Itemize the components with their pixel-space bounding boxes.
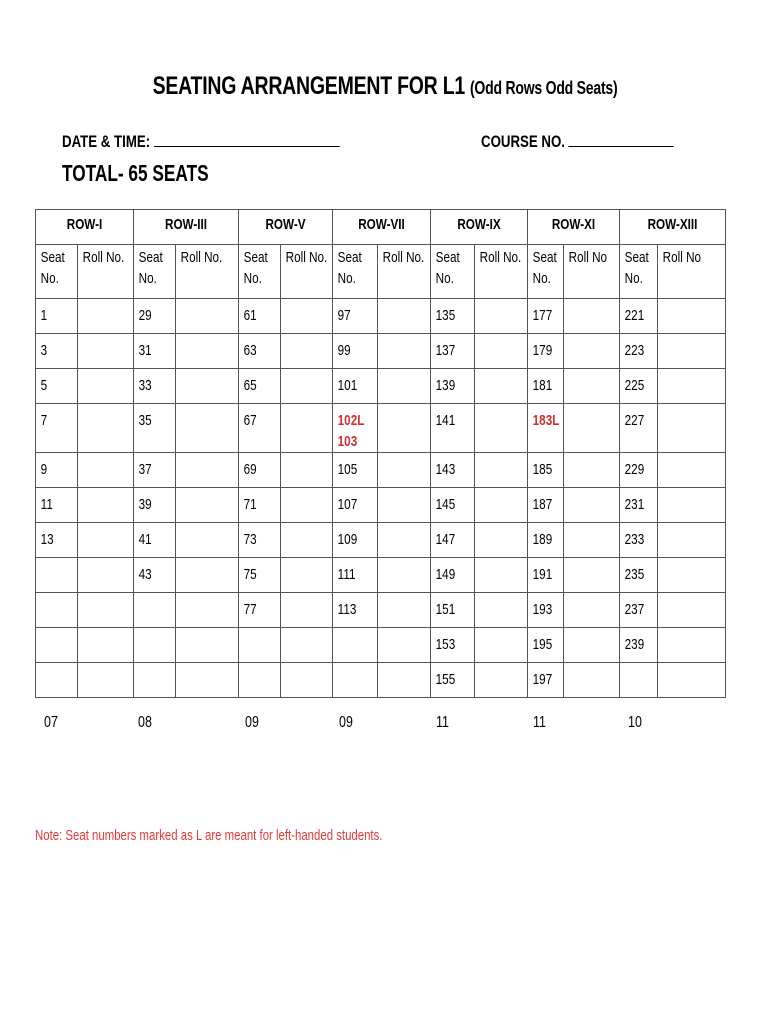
- roll-no-cell[interactable]: [475, 404, 528, 453]
- seat-number: [239, 628, 271, 634]
- seat-number: [36, 663, 68, 669]
- roll-no-cell[interactable]: [658, 299, 726, 334]
- total-seats: TOTAL- 65 SEATS: [62, 160, 209, 186]
- seat-number: 229: [624, 461, 645, 478]
- roll-no-cell[interactable]: [564, 334, 620, 369]
- seat-number: [36, 558, 68, 564]
- roll-no-cell[interactable]: [281, 334, 333, 369]
- seat-number: [36, 628, 68, 634]
- seat-number: [620, 663, 649, 669]
- roll-no-cell[interactable]: [378, 488, 431, 523]
- seat-number: 5: [40, 377, 48, 394]
- table-row: [36, 628, 726, 663]
- date-time-blank[interactable]: [154, 132, 340, 147]
- seat-no-header: Seat No.: [243, 249, 268, 287]
- roll-no-cell[interactable]: [475, 628, 528, 663]
- seat-number: 69: [243, 461, 257, 478]
- roll-no-cell[interactable]: [658, 453, 726, 488]
- roll-no-cell[interactable]: [564, 593, 620, 628]
- seat-number: 181: [532, 377, 553, 394]
- roll-no-cell[interactable]: [658, 663, 726, 698]
- seat-no-header: Seat No.: [337, 249, 362, 287]
- seat-number: 13: [40, 531, 54, 548]
- seat-number: 135: [435, 307, 456, 324]
- seat-number: 37: [138, 461, 152, 478]
- seat-number: 99: [337, 342, 351, 359]
- seat-number: 109: [337, 531, 358, 548]
- seat-number: 101: [337, 377, 358, 394]
- seat-number: 223: [624, 342, 645, 359]
- roll-no-cell[interactable]: [564, 523, 620, 558]
- row-group-label: ROW-III: [165, 216, 208, 233]
- table-row: [36, 593, 726, 628]
- roll-no-header: Roll No.: [82, 249, 125, 266]
- roll-no-cell[interactable]: [176, 369, 239, 404]
- roll-no-cell[interactable]: [658, 334, 726, 369]
- roll-no-cell[interactable]: [564, 299, 620, 334]
- roll-no-cell[interactable]: [176, 593, 239, 628]
- seat-number: 193: [532, 601, 553, 618]
- left-handed-seat-number: 183L: [532, 412, 560, 429]
- roll-no-cell[interactable]: [281, 628, 333, 663]
- roll-no-cell[interactable]: [281, 369, 333, 404]
- seat-number: 231: [624, 496, 645, 513]
- roll-no-cell[interactable]: [475, 558, 528, 593]
- row-group-label: ROW-XIII: [647, 216, 698, 233]
- seat-number: 65: [243, 377, 257, 394]
- seat-number: 73: [243, 531, 257, 548]
- roll-no-cell[interactable]: [281, 523, 333, 558]
- roll-no-cell[interactable]: [564, 369, 620, 404]
- roll-no-cell[interactable]: [564, 488, 620, 523]
- table-row: [36, 334, 726, 369]
- title-subtitle: (Odd Rows Odd Seats): [469, 78, 618, 98]
- seat-number: 105: [337, 461, 358, 478]
- roll-no-cell[interactable]: [176, 299, 239, 334]
- roll-no-cell[interactable]: [378, 523, 431, 558]
- seat-no-header: Seat No.: [40, 249, 65, 287]
- seat-number: [333, 663, 367, 669]
- seat-number: [134, 628, 166, 634]
- roll-no-cell[interactable]: [78, 523, 134, 558]
- seat-number: 153: [435, 636, 456, 653]
- roll-no-cell[interactable]: [658, 369, 726, 404]
- seat-number: 155: [435, 671, 456, 688]
- roll-no-cell[interactable]: [378, 663, 431, 698]
- row-group-label: ROW-VII: [358, 216, 405, 233]
- roll-no-cell[interactable]: [176, 523, 239, 558]
- seat-number: 143: [435, 461, 456, 478]
- seat-number: 33: [138, 377, 152, 394]
- seat-number: 3: [40, 342, 48, 359]
- seat-number: 197: [532, 671, 553, 688]
- left-handed-seat-number: 102L: [337, 412, 365, 429]
- roll-no-cell[interactable]: [78, 488, 134, 523]
- seat-number: 7: [40, 412, 48, 429]
- seat-number: 43: [138, 566, 152, 583]
- seat-number: 9: [40, 461, 48, 478]
- column-total: 11: [533, 714, 546, 731]
- roll-no-cell[interactable]: [378, 558, 431, 593]
- seat-number: [239, 663, 271, 669]
- course-no-label: COURSE NO.: [481, 132, 565, 151]
- seat-number: 77: [243, 601, 257, 618]
- table-row: [36, 404, 726, 453]
- course-no-blank[interactable]: [569, 132, 674, 147]
- seat-number: 1: [40, 307, 48, 324]
- seat-number: 11: [40, 496, 53, 513]
- roll-no-header: Roll No: [568, 249, 608, 266]
- roll-no-cell[interactable]: [378, 453, 431, 488]
- seat-number: [134, 593, 166, 599]
- table-row: [36, 453, 726, 488]
- roll-no-cell[interactable]: [281, 404, 333, 453]
- seat-number: 147: [435, 531, 456, 548]
- seat-number: 227: [624, 412, 645, 429]
- roll-no-cell[interactable]: [176, 663, 239, 698]
- roll-no-cell[interactable]: [378, 628, 431, 663]
- roll-no-cell[interactable]: [378, 334, 431, 369]
- roll-no-cell[interactable]: [475, 334, 528, 369]
- roll-no-cell[interactable]: [176, 488, 239, 523]
- roll-no-cell[interactable]: [78, 299, 134, 334]
- roll-no-cell[interactable]: [281, 488, 333, 523]
- row-group-header: [36, 210, 726, 245]
- roll-no-cell[interactable]: [281, 593, 333, 628]
- seat-number: 185: [532, 461, 553, 478]
- roll-no-cell[interactable]: [564, 663, 620, 698]
- roll-no-header: Roll No: [662, 249, 702, 266]
- roll-no-header: Roll No.: [479, 249, 522, 266]
- row-group-label: ROW-V: [265, 216, 306, 233]
- seat-number: 35: [138, 412, 152, 429]
- row-group-label: ROW-IX: [457, 216, 501, 233]
- roll-no-cell[interactable]: [78, 369, 134, 404]
- roll-no-cell[interactable]: [378, 404, 431, 453]
- seat-number: 141: [435, 412, 456, 429]
- seat-number: 145: [435, 496, 456, 513]
- table-row: [36, 299, 726, 334]
- roll-no-cell[interactable]: [78, 404, 134, 453]
- roll-no-cell[interactable]: [176, 404, 239, 453]
- seating-table: [35, 209, 726, 698]
- roll-no-cell[interactable]: [378, 593, 431, 628]
- seat-number: 139: [435, 377, 456, 394]
- seat-number: 61: [243, 307, 257, 324]
- seat-number: 103: [337, 433, 358, 450]
- seat-number: 187: [532, 496, 553, 513]
- seat-number: 239: [624, 636, 645, 653]
- seat-number: 233: [624, 531, 645, 548]
- roll-no-cell[interactable]: [378, 299, 431, 334]
- roll-no-cell[interactable]: [658, 593, 726, 628]
- roll-no-cell[interactable]: [475, 369, 528, 404]
- seat-number: 237: [624, 601, 645, 618]
- roll-no-cell[interactable]: [176, 558, 239, 593]
- roll-no-cell[interactable]: [658, 628, 726, 663]
- roll-no-cell[interactable]: [475, 663, 528, 698]
- roll-no-cell[interactable]: [475, 453, 528, 488]
- column-total: 10: [628, 714, 642, 731]
- seat-number: 63: [243, 342, 257, 359]
- column-total: 08: [138, 714, 152, 731]
- seat-number: 31: [138, 342, 152, 359]
- seat-number: 179: [532, 342, 553, 359]
- roll-no-cell[interactable]: [378, 369, 431, 404]
- column-total: 09: [245, 714, 259, 731]
- seat-number: [333, 628, 367, 634]
- roll-no-cell[interactable]: [475, 299, 528, 334]
- seat-no-header: Seat No.: [435, 249, 460, 287]
- roll-no-cell[interactable]: [78, 628, 134, 663]
- seat-number: [36, 593, 68, 599]
- column-total: 11: [436, 714, 449, 731]
- seat-no-header: Seat No.: [624, 249, 649, 287]
- roll-no-cell[interactable]: [475, 488, 528, 523]
- roll-no-cell[interactable]: [658, 488, 726, 523]
- seat-number: 97: [337, 307, 351, 324]
- seat-number: 41: [138, 531, 152, 548]
- table-row: [36, 523, 726, 558]
- roll-no-cell[interactable]: [658, 558, 726, 593]
- roll-no-cell[interactable]: [658, 523, 726, 558]
- seat-number: 235: [624, 566, 645, 583]
- column-totals: [35, 711, 725, 735]
- roll-no-cell[interactable]: [176, 628, 239, 663]
- roll-no-header: Roll No.: [382, 249, 425, 266]
- seat-no-header: Seat No.: [138, 249, 163, 287]
- roll-no-cell[interactable]: [78, 334, 134, 369]
- seat-number: 111: [337, 566, 356, 583]
- page-title: [85, 72, 686, 101]
- seat-no-header: Seat No.: [532, 249, 557, 287]
- seat-number: 195: [532, 636, 553, 653]
- date-time-label: DATE & TIME:: [62, 132, 151, 151]
- seat-number: 221: [624, 307, 645, 324]
- roll-no-cell[interactable]: [281, 663, 333, 698]
- seat-number: 67: [243, 412, 257, 429]
- roll-no-cell[interactable]: [176, 334, 239, 369]
- roll-no-cell[interactable]: [658, 404, 726, 453]
- table-row: [36, 488, 726, 523]
- roll-no-cell[interactable]: [78, 593, 134, 628]
- seat-number: 71: [243, 496, 257, 513]
- seat-number: [134, 663, 166, 669]
- title-main: SEATING ARRANGEMENT FOR L1: [152, 72, 466, 100]
- roll-no-cell[interactable]: [564, 628, 620, 663]
- left-handed-seat-group: [333, 404, 367, 452]
- column-subheader-row: [36, 245, 726, 299]
- seat-number: 177: [532, 307, 553, 324]
- roll-no-cell[interactable]: [176, 453, 239, 488]
- seat-number: 75: [243, 566, 257, 583]
- seat-number: 39: [138, 496, 152, 513]
- roll-no-cell[interactable]: [281, 299, 333, 334]
- course-no-field: [481, 132, 674, 152]
- roll-no-cell[interactable]: [78, 558, 134, 593]
- roll-no-header: Roll No.: [180, 249, 223, 266]
- column-total: 09: [339, 714, 353, 731]
- column-total: 07: [44, 714, 58, 731]
- seat-number: 107: [337, 496, 358, 513]
- table-row: [36, 558, 726, 593]
- roll-no-cell[interactable]: [78, 663, 134, 698]
- left-handed-note: Note: Seat numbers marked as L are meant for left-handed students.: [35, 827, 383, 844]
- roll-no-cell[interactable]: [475, 523, 528, 558]
- roll-no-cell[interactable]: [281, 558, 333, 593]
- row-group-label: ROW-XI: [551, 216, 596, 233]
- table-row: [36, 663, 726, 698]
- row-group-label: ROW-I: [66, 216, 103, 233]
- seat-number: 225: [624, 377, 645, 394]
- roll-no-cell[interactable]: [564, 558, 620, 593]
- roll-no-header: Roll No.: [285, 249, 328, 266]
- seat-number: 137: [435, 342, 456, 359]
- seat-number: 191: [532, 566, 553, 583]
- roll-no-cell[interactable]: [281, 453, 333, 488]
- table-row: [36, 369, 726, 404]
- date-time-field: [62, 132, 339, 152]
- roll-no-cell[interactable]: [475, 593, 528, 628]
- seat-number: 29: [138, 307, 152, 324]
- seat-number: 113: [337, 601, 357, 618]
- seat-number: 149: [435, 566, 456, 583]
- roll-no-cell[interactable]: [564, 453, 620, 488]
- seat-number: 151: [435, 601, 456, 618]
- roll-no-cell[interactable]: [78, 453, 134, 488]
- seat-number: 189: [532, 531, 553, 548]
- roll-no-cell[interactable]: [564, 404, 620, 453]
